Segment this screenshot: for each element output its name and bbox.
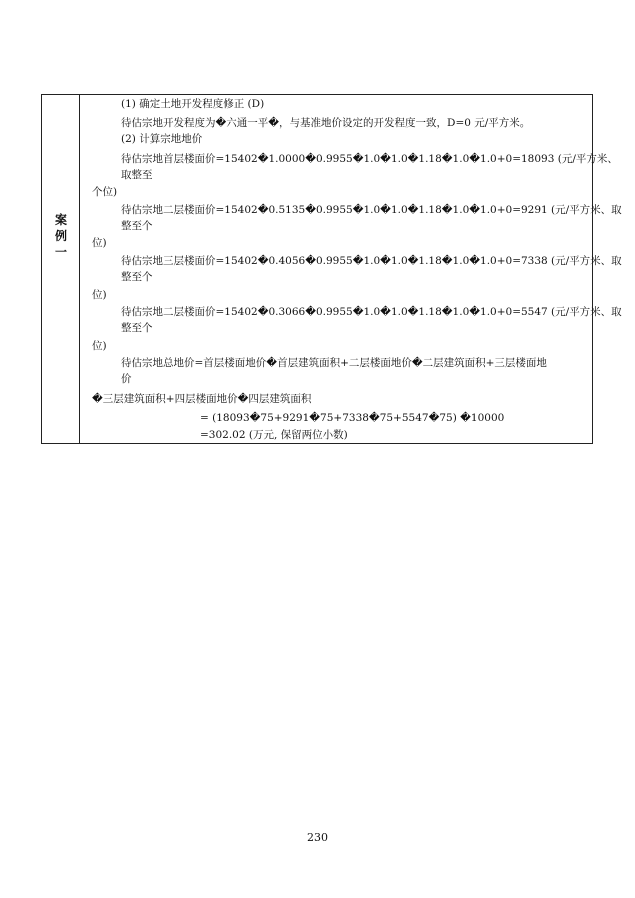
second-floor-price-cont: 位) <box>92 237 107 249</box>
fourth-floor-price: 待估宗地二层楼面价=15402�0.3066�0.9955�1.0�1.0�1.18�1.0�1.0+0=5547 (元/平方米、取 <box>121 306 622 318</box>
case-label-char: 案 <box>54 213 67 227</box>
first-floor-price-cont: 个位) <box>92 186 118 198</box>
total-price-result: =302.02 (万元, 保留两位小数) <box>200 429 348 441</box>
third-floor-price: 待估宗地三层楼面价=15402�0.4056�0.9955�1.0�1.0�1.18�1.0�1.0+0=7338 (元/平方米、取 <box>121 255 622 267</box>
second-floor-price-cont: 整至个 <box>121 220 153 232</box>
case-label-char: 一 <box>54 245 67 259</box>
case-table <box>41 94 622 444</box>
case-label-char: 例 <box>54 229 67 243</box>
first-floor-price: 待估宗地首层楼面价=15402�1.0000�0.9955�1.0�1.0�1.18�1.0�1.0+0=18093 (元/平方米、 <box>121 153 618 165</box>
fourth-floor-price-cont: 整至个 <box>121 322 153 334</box>
third-floor-price-cont: 位) <box>92 289 107 301</box>
first-floor-price-cont: 取整至 <box>121 169 153 181</box>
page-number: 230 <box>307 831 328 844</box>
total-price-formula-cont: �三层建筑面积+四层楼面地价�四层建筑面积 <box>92 393 312 405</box>
total-price-formula-cont: 价 <box>121 373 132 385</box>
second-floor-price: 待估宗地二层楼面价=15402�0.5135�0.9955�1.0�1.0�1.18�1.0�1.0+0=9291 (元/平方米、取 <box>121 204 622 216</box>
step-1-heading: (1) 确定土地开发程度修正 (D) <box>121 98 265 110</box>
case-label-column <box>42 95 80 443</box>
step-2-heading: (2) 计算宗地地价 <box>121 133 203 145</box>
total-price-formula: 待估宗地总地价=首层楼面地价�首层建筑面积+二层楼面地价�二层建筑面积+三层楼面地 <box>121 357 547 369</box>
development-degree-text: 待估宗地开发程度为�六通一平�，与基准地价设定的开发程度一致，D=0 元/平方米。 <box>121 117 531 129</box>
total-price-calculation: = (18093�75+9291�75+7338�75+5547�75) �10000 <box>200 412 505 424</box>
fourth-floor-price-cont: 位) <box>92 340 107 352</box>
third-floor-price-cont: 整至个 <box>121 271 153 283</box>
case-label <box>42 212 80 260</box>
